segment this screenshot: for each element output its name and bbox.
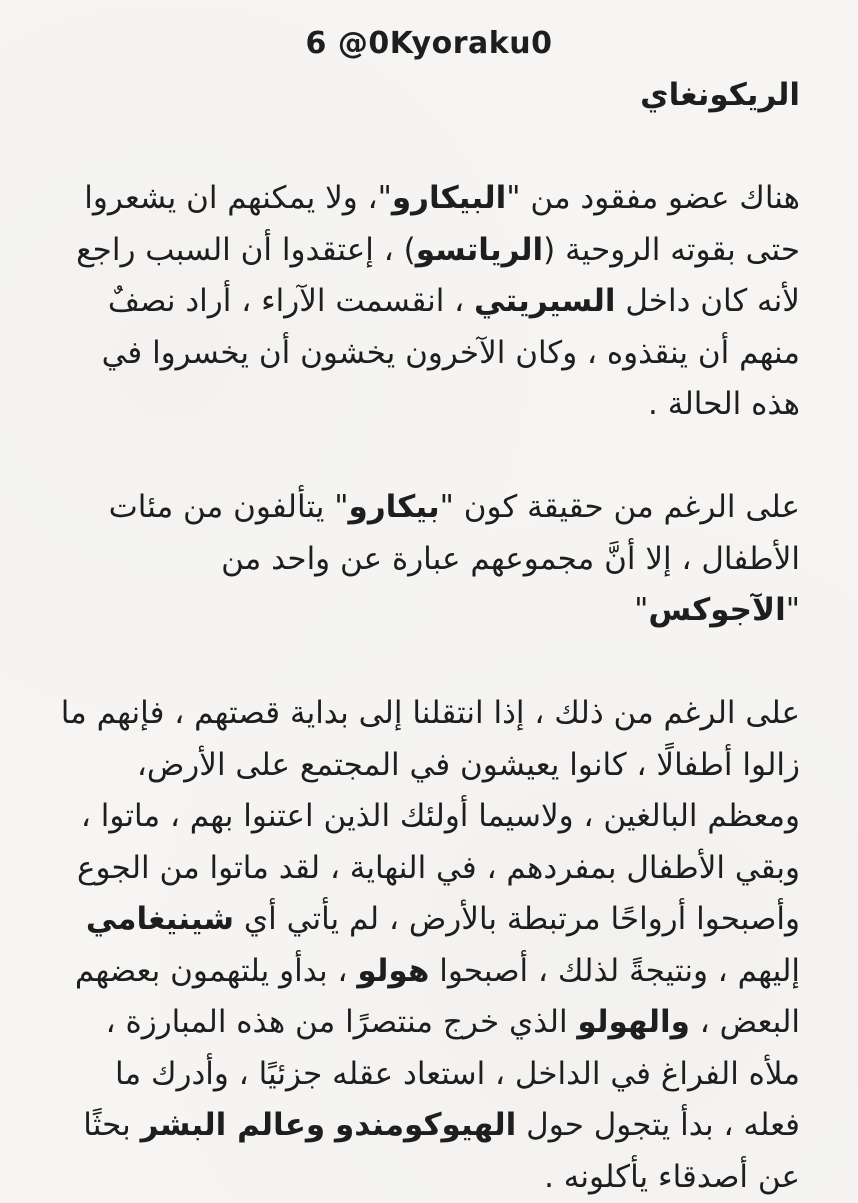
bold-term-the-hollow: والهولو: [577, 1004, 690, 1040]
bold-term-adjuchas: الآجوكس: [648, 592, 786, 628]
bold-term-hueco-mundo: الهيوكومندو: [335, 1107, 517, 1143]
paragraph-2-text: على الرغم من حقيقة كون ": [439, 489, 800, 525]
spacer: [55, 431, 800, 483]
paragraph-1-text: هناك عضو مفقود من ": [506, 180, 800, 216]
bold-term-bikaro: البيكارو: [391, 180, 507, 216]
paragraph-3-text: [325, 1107, 335, 1143]
paragraph-1-text: ، انقسمت الآراء ، أراد نصفٌ منهم أن ينقذوه ، وكان الآخرون يخشون أن يخسروا في هذه الحالة .: [101, 283, 800, 422]
document-body: [55, 70, 800, 1203]
paragraph-1-text: "، ولا يمكنهم ان يشعروا حتى بقوته الروحية (: [84, 180, 800, 268]
spacer: [55, 637, 800, 689]
paragraph-3-text: بحثًا عن أصدقاء يأكلونه .: [83, 1107, 800, 1195]
paragraph-3-text: على الرغم من ذلك ، إذا انتقلنا إلى بداية قصتهم ، فإنهم ما زالوا أطفالًا ، كانوا يعيشون في المجتمع على الأرض، ومعظم البالغين ، ولاسيما أولئك الذين اعتنوا بهم ، ماتوا ، وبقي الأطفال بمفردهم ، في النهاية ، لقد ماتوا من الجوع وأصبحوا أرواحًا مرتبطة بالأرض ، لم يأتي أي: [60, 695, 800, 937]
bold-term-seireitei: السيريتي: [474, 283, 616, 319]
paragraph-2-text: " يتألفون من مئات الأطفال ، إلا أنَّ مجموعهم عبارة عن واحد من ": [108, 489, 800, 628]
paragraph-3: [55, 688, 800, 1203]
spacer: [55, 122, 800, 174]
document-title: الريكونغاي: [640, 77, 800, 113]
paragraph-1-text: ) ، إعتقدوا أن السبب راجع لأنه كان داخل: [76, 231, 800, 319]
bold-term-reiatsu: الرياتسو: [415, 231, 544, 268]
bold-term-hollow: هولو: [357, 952, 430, 989]
paragraph-3-text: الذي خرج منتصرًا من هذه المبارزة ، ملأه الفراغ في الداخل ، استعاد عقله جزئيًا ، وأدرك ما فعله ، بدأ يتجول حول: [105, 1004, 800, 1143]
paragraph-3-text: ، بدأو يلتهمون بعضهم البعض ،: [74, 952, 800, 1040]
bold-term-human-world: وعالم البشر: [140, 1107, 326, 1143]
paragraph-2: [55, 482, 800, 637]
bold-term-bikaro: بيكارو: [348, 489, 440, 525]
paragraph-1: [55, 173, 800, 431]
paragraph-2-text: ": [634, 592, 649, 628]
author-handle: 6 @0Kyoraku0: [305, 26, 553, 61]
paragraph-3-text: إليهم ، ونتيجةً لذلك ، أصبحوا: [429, 952, 800, 989]
bold-term-shinigami: شينيغامي: [85, 901, 235, 937]
